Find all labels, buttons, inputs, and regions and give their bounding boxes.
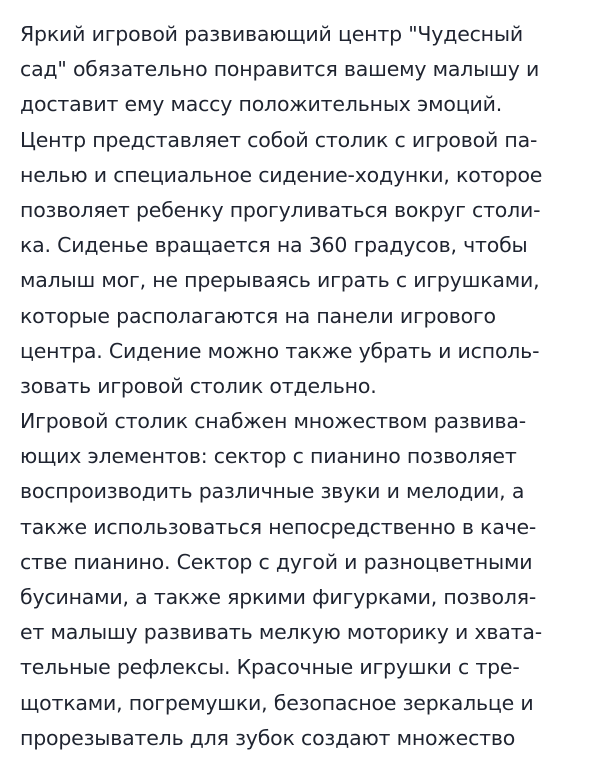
text-line: центра. Сидение можно также убрать и исполь-	[20, 338, 540, 363]
article-text	[20, 17, 580, 756]
text-line: ка. Сиденье вращается на 360 градусов, чтобы	[20, 233, 528, 258]
text-line: также использоваться непосредственно в каче-	[20, 514, 537, 539]
text-line: щотками, погремушки, безопасное зеркальце и	[20, 690, 534, 715]
text-line: бусинами, а также яркими фигурками, позволя-	[20, 585, 537, 609]
text-line: ет малышу развивать мелкую моторику и хвата-	[20, 620, 542, 645]
text-line: зовать игровой столик отдельно.	[20, 373, 377, 398]
text-line: воспроизводить различные звуки и мелодии, а	[20, 479, 525, 504]
text-line: малыш мог, не прерываясь играть с игрушками,	[20, 268, 540, 293]
text-line: которые располагаются на панели игрового	[20, 303, 496, 328]
text-line: ющих элементов: сектор с пианино позволяет	[20, 444, 517, 469]
text-line: стве пианино. Сектор с дугой и разноцветными	[20, 549, 533, 574]
text-line: Центр представляет собой столик с игровой па-	[20, 127, 538, 152]
text-line: доставит ему массу положительных эмоций.	[20, 92, 503, 117]
text-line: тельные рефлексы. Красочные игрушки с тре-	[20, 655, 520, 680]
text-line: прорезыватель для зубок создают множество	[20, 725, 516, 750]
text-line: Яркий игровой развивающий центр "Чудесный	[20, 22, 523, 46]
text-line: позволяет ребенку прогуливаться вокруг столи-	[20, 197, 541, 222]
text-line: Игровой столик снабжен множеством развива-	[20, 409, 526, 434]
text-line: нелью и специальное сидение-ходунки, которое	[20, 162, 543, 187]
text-line: сад" обязательно понравится вашему малышу и	[20, 57, 540, 82]
